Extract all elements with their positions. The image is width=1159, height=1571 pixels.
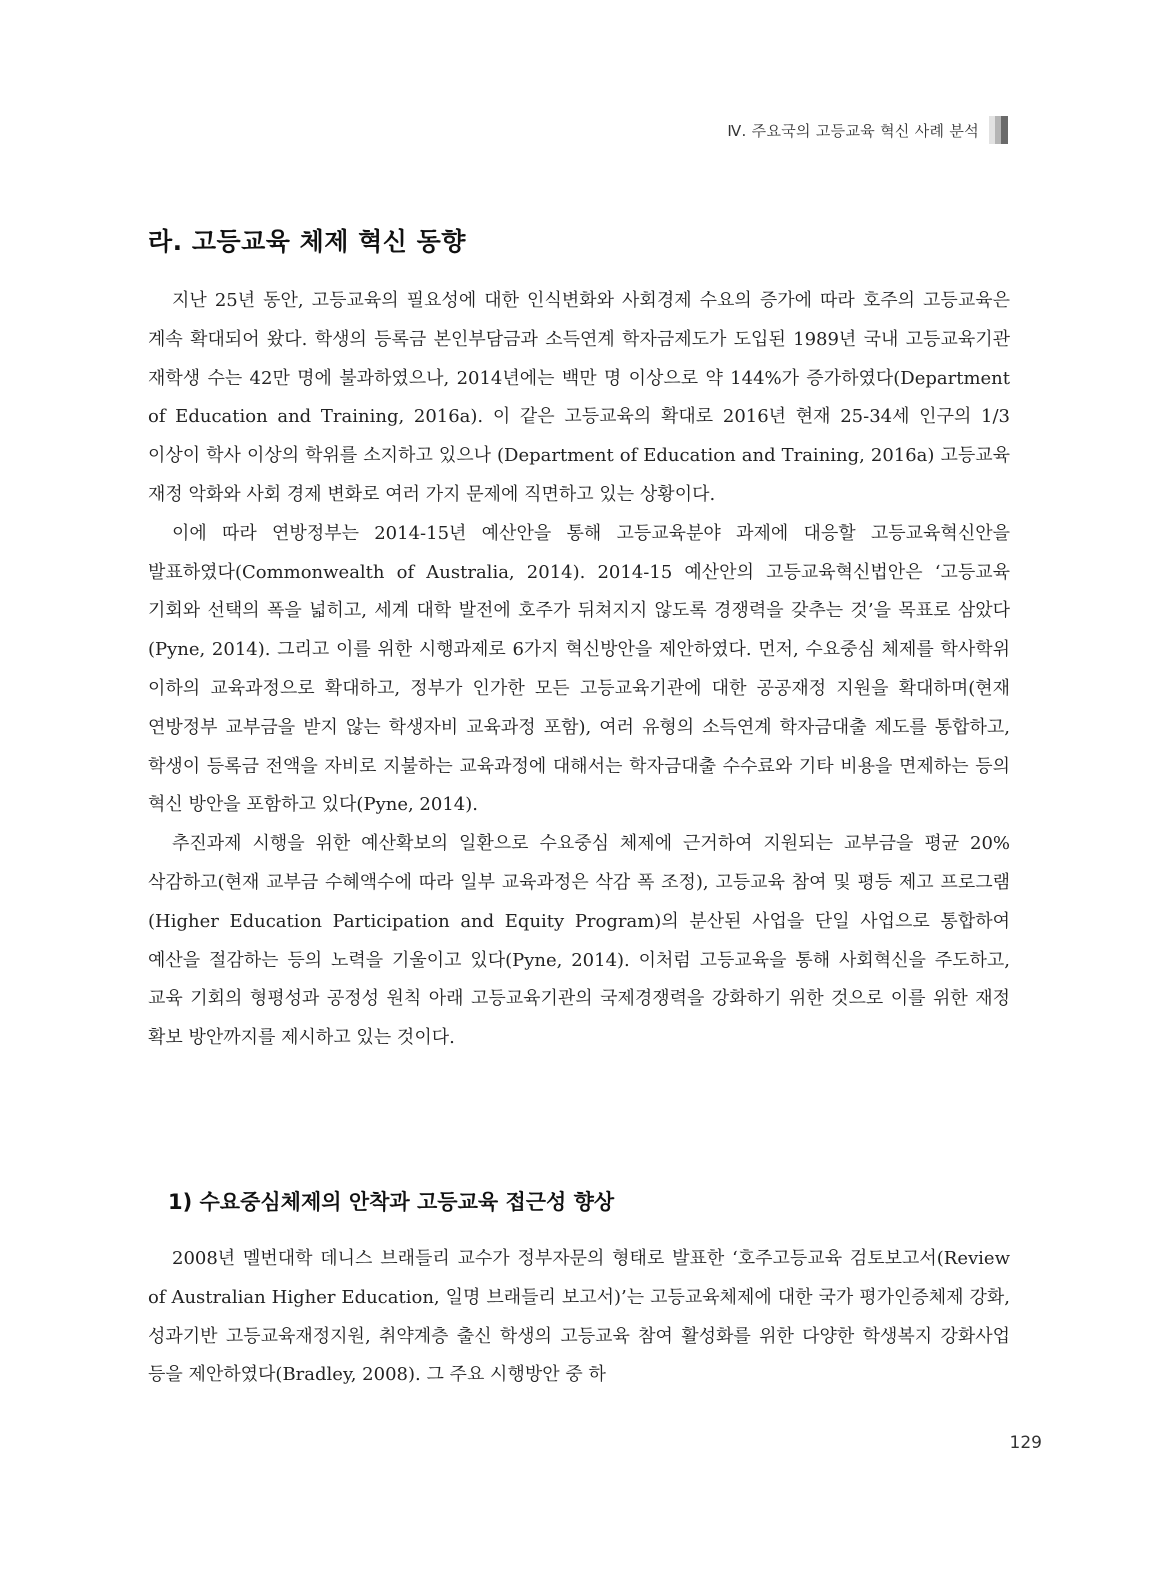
page-number: 129 xyxy=(1009,1433,1042,1453)
paragraph: 지난 25년 동안, 고등교육의 필요성에 대한 인식변화와 사회경제 수요의 증가에 따라 호주의 고등교육은 계속 확대되어 왔다. 학생의 등록금 본인부담금과 소득연계 학자금제도가 도입된 1989년 국내 고등교육기관 재학생 수는 42만 명에 불과하였으나, 2014년에는 백만 명 이상으로 약 144%가 증가하였다(Department of Education and Training, 2016a). 이 같은 고등교육의 확대로 2016년 현재 25-34세 인구의 1/3 이상이 학사 이상의 학위를 소지하고 있으나 (Department of Education and Training, 2016a) 고등교육 재정 악화와 사회 경제 변화로 여러 가지 문제에 직면하고 있는 상황이다. xyxy=(148,290,1010,505)
section-body xyxy=(148,282,1010,1058)
paragraph: 이에 따라 연방정부는 2014-15년 예산안을 통해 고등교육분야 과제에 대응할 고등교육혁신안을 발표하였다(Commonwealth of Australia, 2014). 2014-15 예산안의 고등교육혁신법안은 ‘고등교육 기회와 선택의 폭을 넓히고, 세계 대학 발전에 호주가 뒤쳐지지 않도록 경쟁력을 갖추는 것’을 목표로 삼았다(Pyne, 2014). 그리고 이를 위한 시행과제로 6가지 혁신방안을 제안하였다. 먼저, 수요중심 체제를 학사학위 이하의 교육과정으로 확대하고, 정부가 인가한 모든 고등교육기관에 대한 공공재정 지원을 확대하며(현재 연방정부 교부금을 받지 않는 학생자비 교육과정 포함), 여러 유형의 소득연계 학자금대출 제도를 통합하고, 학생이 등록금 전액을 자비로 지불하는 교육과정에 대해서는 학자금대출 수수료와 기타 비용을 면제하는 등의 혁신 방안을 포함하고 있다(Pyne, 2014). xyxy=(148,522,1010,816)
subsection-title: 1) 수요중심체제의 안착과 고등교육 접근성 향상 xyxy=(168,1190,615,1214)
section-title: 라. 고등교육 체제 혁신 동향 xyxy=(148,227,466,256)
header-decoration-bar xyxy=(989,116,1008,144)
running-header xyxy=(727,116,1008,144)
subsection-body xyxy=(148,1240,1010,1395)
paragraph: 2008년 멜번대학 데니스 브래들리 교수가 정부자문의 형태로 발표한 ‘호주고등교육 검토보고서(Review of Australian Higher Education, 일명 브래들리 보고서)’는 고등교육체제에 대한 국가 평가인증체제 강화, 성과기반 고등교육재정지원, 취약계층 출신 학생의 고등교육 참여 활성화를 위한 다양한 학생복지 강화사업 등을 제안하였다(Bradley, 2008). 그 주요 시행방안 중 하 xyxy=(148,1248,1010,1386)
header-bar-dark xyxy=(1001,116,1008,144)
paragraph: 추진과제 시행을 위한 예산확보의 일환으로 수요중심 체제에 근거하여 지원되는 교부금을 평균 20% 삭감하고(현재 교부금 수혜액수에 따라 일부 교육과정은 삭감 폭 조정), 고등교육 참여 및 평등 제고 프로그램(Higher Education Participation and Equity Program)의 분산된 사업을 단일 사업으로 통합하여 예산을 절감하는 등의 노력을 기울이고 있다(Pyne, 2014). 이처럼 고등교육을 통해 사회혁신을 주도하고, 교육 기회의 형평성과 공정성 원칙 아래 고등교육기관의 국제경쟁력을 강화하기 위한 것으로 이를 위한 재정 확보 방안까지를 제시하고 있는 것이다. xyxy=(148,833,1010,1049)
running-header-title: Ⅳ. 주요국의 고등교육 혁신 사례 분석 xyxy=(727,121,979,140)
